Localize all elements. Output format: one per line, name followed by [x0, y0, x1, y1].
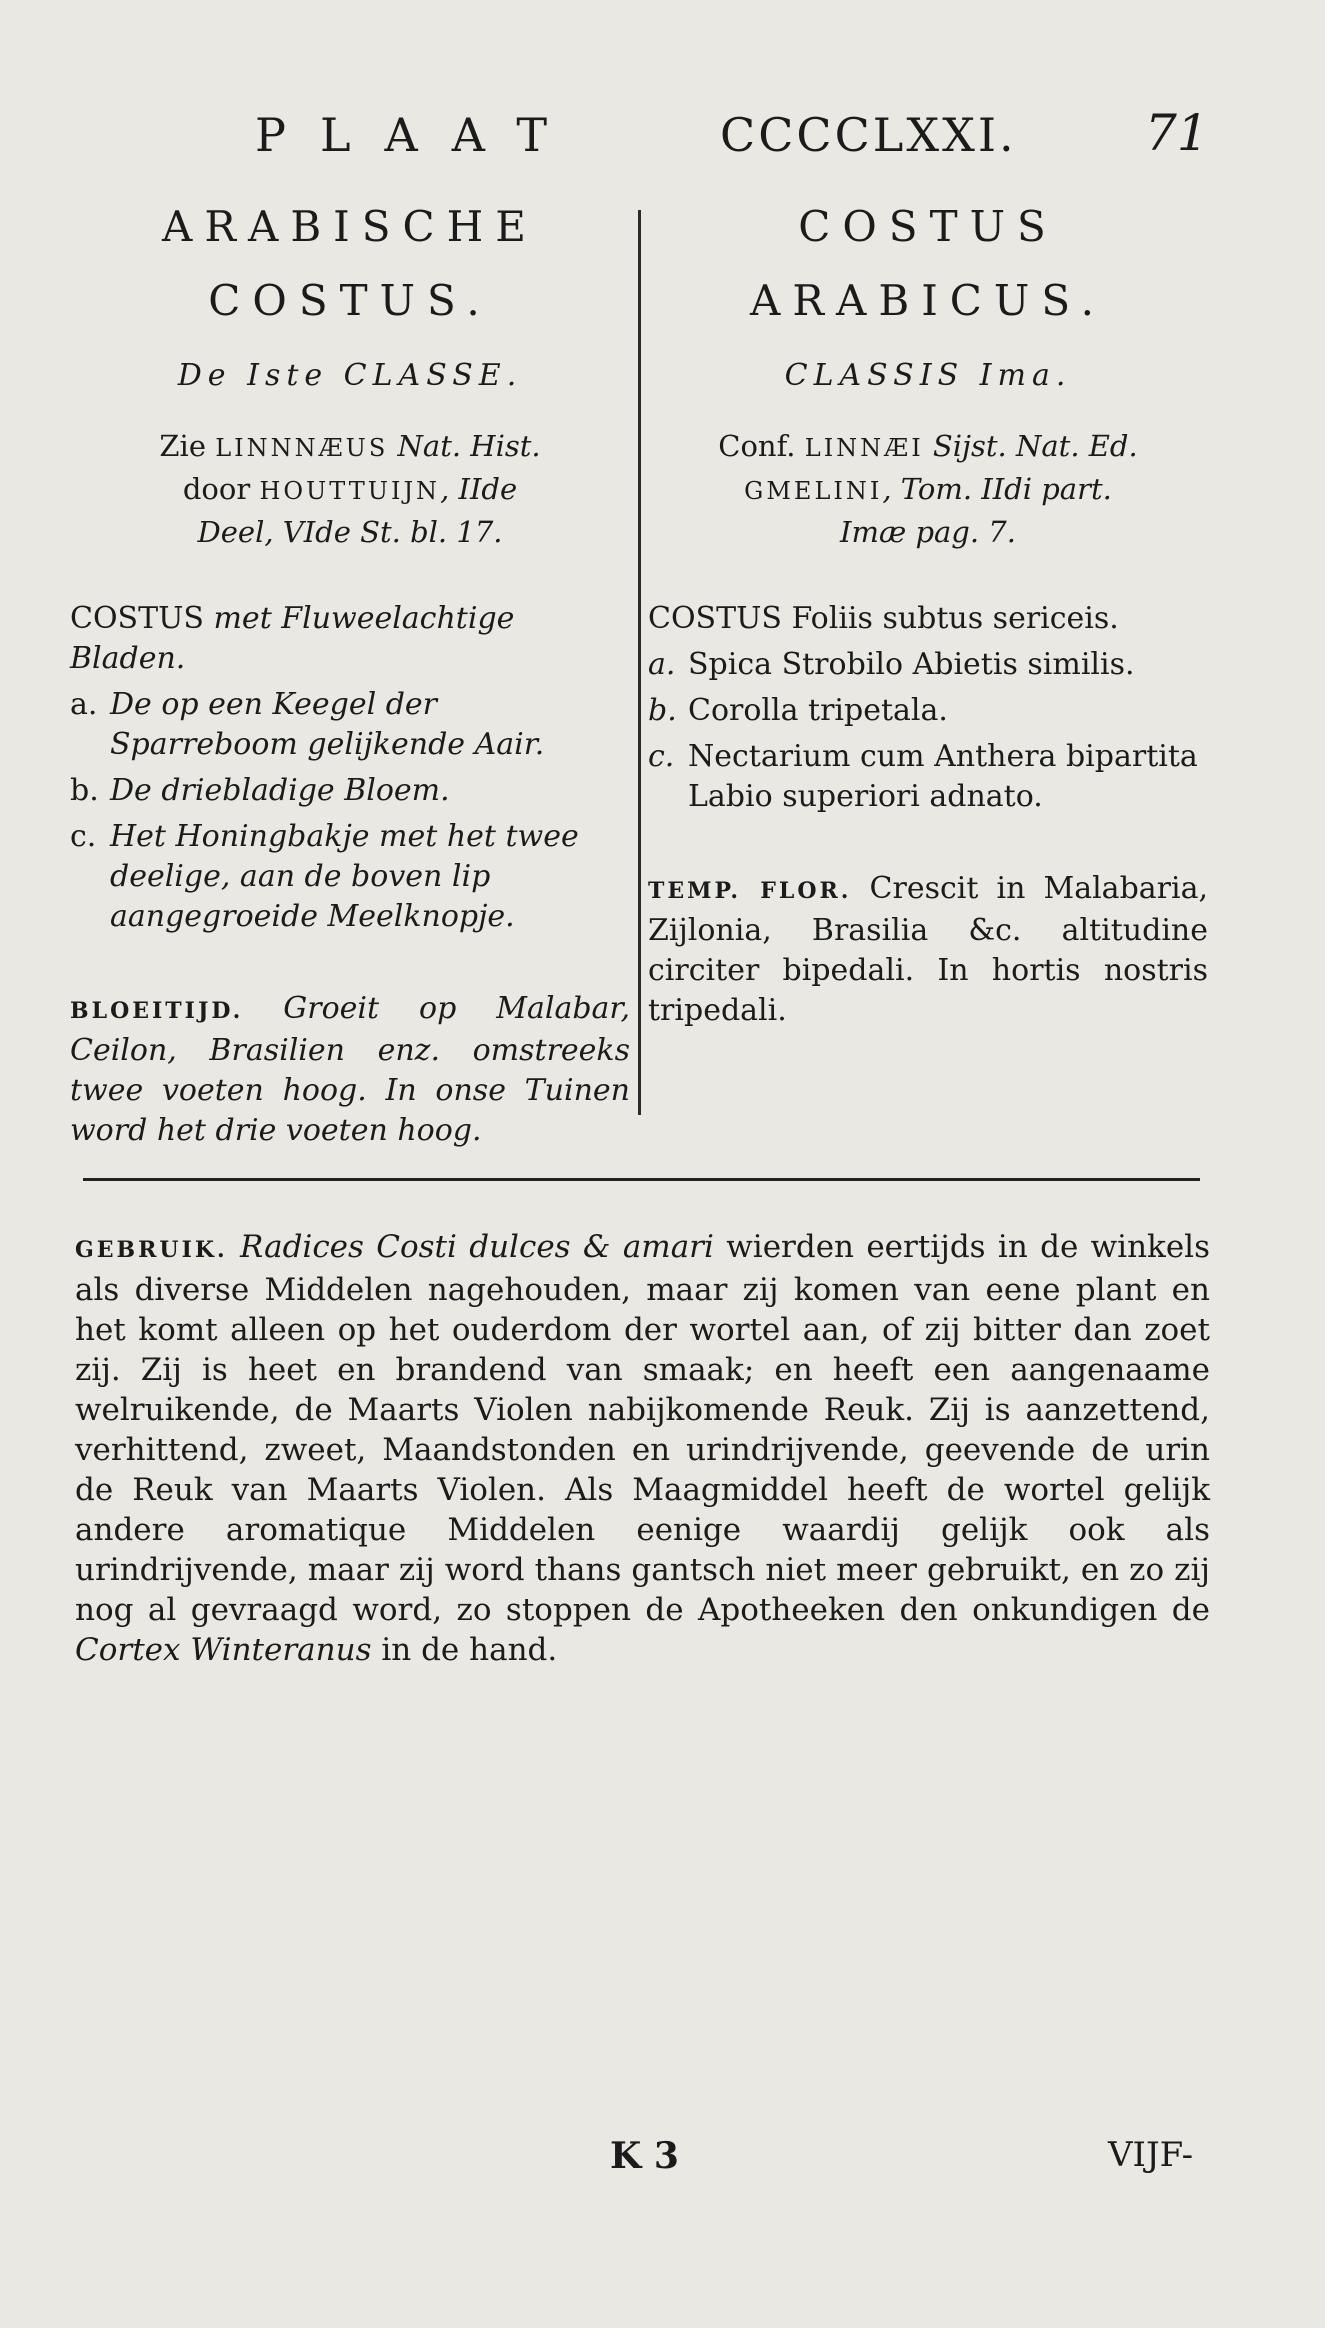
desc-text: Foliis subtus sericeis.: [781, 601, 1119, 636]
list-item: c. Nectarium cum Anthera bipartita Labio superiori adnato.: [648, 739, 1198, 814]
ref-volume: Imæ pag. 7.: [840, 515, 1016, 549]
signature-mark: K 3: [610, 2135, 679, 2177]
list-item: c. Het Honingbakje met het twee deelige, aan de boven lip aangegroeide Meelknopje.: [70, 819, 579, 934]
dutch-description: [70, 599, 630, 679]
plate-number: CCCCLXXI.: [720, 108, 1017, 162]
list-item: b. De driebladige Bloem.: [70, 773, 450, 808]
latin-parts-list: [648, 645, 1208, 817]
dutch-name-line1: ARABISCHE: [162, 202, 538, 251]
dutch-flowering: [70, 989, 630, 1151]
ref-text: Conf.: [718, 429, 805, 463]
ref-author: LINNÆI: [804, 434, 924, 462]
usage-text: wierden eertijds in de winkels als diverse Middelen nagehouden, maar zij komen van eene plant en het komt alleen op het ouderdom der wortel aan, of zij bitter dan zoet zij. Zij is heet en brandend van smaak; en heeft een aangenaame welruikende, de Maarts Violen nabijkomende Reuk. Zij is aanzettend, verhittend, zweet, Maandstonden en urindrijvende, geevende de urin de Reuk van Maarts Violen. Als Maagmiddel heeft de wortel gelijk andere aromatique Middelen eenige waardij gelijk ook als urindrijvende, maar zij word thans gantsch niet meer gebruikt, en zo zij nog al gevraagd word, zo stoppen de Apotheeken den onkundigen de: [75, 1229, 1210, 1628]
usage-italic: Cortex Winteranus: [75, 1632, 372, 1668]
plate-label: PLAAT: [255, 108, 582, 162]
flowering-text: Crescit in Malabaria, Zijlonia, Brasilia &c. altitudine circiter bipedali. In hortis nostris tripedali.: [648, 871, 1209, 1028]
dutch-reference: [70, 426, 630, 553]
ref-title: , IIde: [440, 472, 518, 506]
usage-paragraph: [75, 1227, 1210, 1670]
page-header: [0, 104, 1325, 178]
latin-name-line2: ARABICUS.: [750, 276, 1106, 325]
column-divider: [638, 210, 641, 1115]
ref-text: door: [182, 472, 260, 506]
list-item: a. Spica Strobilo Abietis similis.: [648, 647, 1135, 682]
usage-label: GEBRUIK.: [75, 1237, 228, 1263]
ref-author: LINNNÆUS: [215, 434, 389, 462]
page-footer: [0, 2135, 1325, 2195]
flowering-label: BLOEITIJD.: [70, 998, 244, 1024]
catchword: VIJF-: [1108, 2135, 1194, 2175]
dutch-class: De Iste CLASSE.: [177, 358, 523, 393]
flowering-label: TEMP. FLOR.: [648, 878, 852, 904]
dutch-column: [70, 190, 630, 1151]
list-item: b. Corolla tripetala.: [648, 693, 948, 728]
desc-text: met Fluweelachtige Bladen.: [70, 601, 515, 676]
latin-name-line1: COSTUS: [798, 202, 1058, 251]
flowering-text: Groeit op Malabar, Ceilon, Brasilien enz. omstreeks twee voeten hoog. In onse Tuinen word het drie voeten hoog.: [70, 991, 630, 1148]
latin-flowering: [648, 869, 1208, 1031]
usage-text: in de hand.: [371, 1632, 558, 1668]
ref-volume: Deel, VIde St. bl. 17.: [197, 515, 503, 549]
ref-author: GMELINI: [744, 477, 883, 505]
latin-description: [648, 599, 1208, 639]
ref-title: , Tom. IIdi part.: [882, 472, 1112, 506]
latin-reference: [648, 426, 1208, 553]
desc-lead: COSTUS: [70, 601, 204, 636]
desc-lead: COSTUS: [648, 601, 782, 636]
dutch-name-line2: COSTUS.: [208, 276, 492, 325]
ref-title: Nat. Hist.: [388, 429, 541, 463]
page-number: 71: [1145, 104, 1209, 162]
section-rule: [83, 1178, 1200, 1181]
list-item: a. De op een Keegel der Sparreboom gelijkende Aair.: [70, 687, 545, 762]
dutch-parts-list: [70, 685, 630, 937]
latin-column: [648, 190, 1208, 1031]
latin-class: CLASSIS Ima.: [784, 358, 1072, 393]
ref-title: Sijst. Nat. Ed.: [923, 429, 1138, 463]
ref-author: HOUTTUIJN: [259, 477, 441, 505]
ref-text: Zie: [159, 429, 216, 463]
usage-italic: Radices Costi dulces & amari: [240, 1229, 714, 1265]
